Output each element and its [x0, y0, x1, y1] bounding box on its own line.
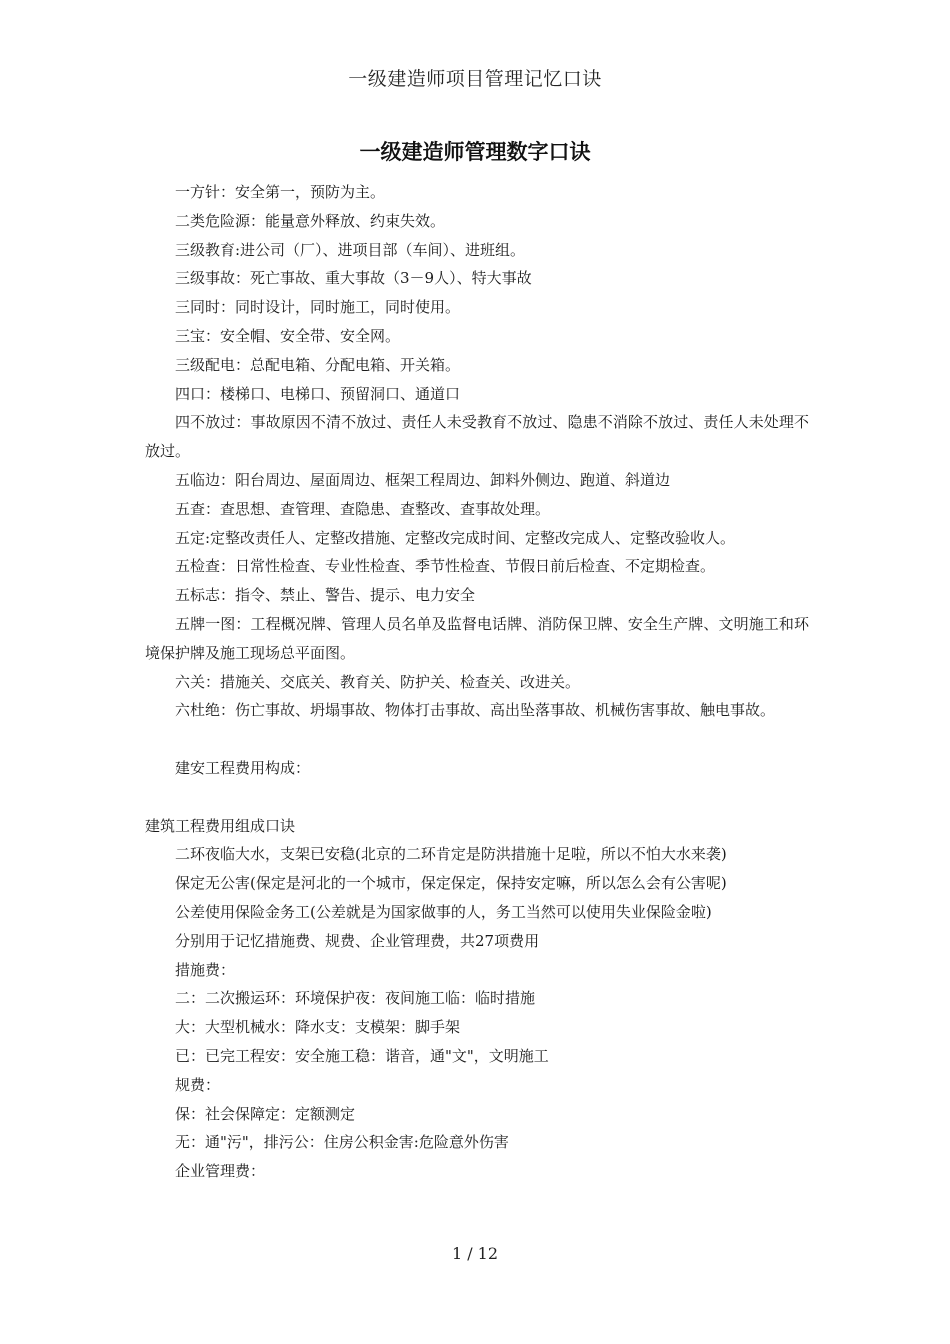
paragraph: 四口：楼梯口、电梯口、预留洞口、通道口: [175, 384, 461, 403]
paragraph: 一方针：安全第一，预防为主。: [175, 183, 386, 201]
paragraph: 三同时：同时设计，同时施工，同时使用。: [175, 298, 461, 317]
paragraph: 三级教育:进公司（厂）、进项目部（车间）、进班组。: [175, 240, 526, 259]
paragraph: 五定:定整改责任人、定整改措施、定整改完成时间、定整改完成人、定整改验收人。: [175, 528, 736, 547]
document-body: [145, 178, 809, 1186]
paragraph: 规费：: [175, 1075, 221, 1094]
paragraph: 二类危险源：能量意外释放、约束失效。: [175, 211, 446, 230]
paragraph: 二环夜临大水，支架已安稳(北京的二环肯定是防洪措施十足啦，所以不怕大水来袭): [175, 845, 727, 864]
paragraph: 六杜绝：伤亡事故、坍塌事故、物体打击事故、高出坠落事故、机械伤害事故、触电事故。: [175, 701, 776, 720]
paragraph: 五查：查思想、查管理、查隐患、查整改、查事故处理。: [175, 499, 551, 518]
paragraph: 企业管理费：: [175, 1162, 266, 1181]
paragraph: 五牌一图：工程概况牌、管理人员名单及监督电话牌、消防保卫牌、安全生产牌、文明施工和环境保护牌及施工现场总平面图。: [145, 614, 809, 662]
paragraph: 三级配电：总配电箱、分配电箱、开关箱。: [175, 355, 461, 374]
paragraph: 六关：措施关、交底关、教育关、防护关、检查关、改进关。: [175, 672, 581, 691]
paragraph: 分别用于记忆措施费、规费、企业管理费，共27项费用: [175, 931, 540, 950]
paragraph: 三级事故：死亡事故、重大事故（3－9人）、特大事故: [175, 269, 532, 288]
paragraph: 二：二次搬运环：环境保护夜：夜间施工临：临时措施: [175, 989, 536, 1008]
paragraph: 公差使用保险金务工(公差就是为国家做事的人，务工当然可以使用失业保险金啦): [175, 902, 712, 921]
document-title: 一级建造师管理数字口诀: [359, 140, 591, 164]
blank-line: [145, 725, 809, 754]
paragraph: 建安工程费用构成：: [175, 758, 311, 777]
paragraph: 无：通"污"，排污公：住房公积金害:危险意外伤害: [175, 1133, 509, 1152]
paragraph: 五标志：指令、禁止、警告、提示、电力安全: [175, 586, 476, 605]
page-number: 1 / 12: [451, 1244, 499, 1263]
paragraph: 三宝：安全帽、安全带、安全网。: [175, 326, 401, 345]
paragraph: 保定无公害(保定是河北的一个城市，保定保定，保持安定嘛，所以怎么会有公害呢): [175, 874, 727, 893]
paragraph: 措施费：: [175, 960, 236, 979]
paragraph: 五检查：日常性检查、专业性检查、季节性检查、节假日前后检查、不定期检查。: [175, 557, 716, 576]
page-header: 一级建造师项目管理记忆口诀: [348, 68, 602, 90]
paragraph: 大：大型机械水：降水支：支模架：脚手架: [175, 1018, 461, 1037]
blank-line: [145, 783, 809, 812]
paragraph: 保：社会保障定：定额测定: [175, 1104, 356, 1123]
paragraph: 已：已完工程安：安全施工稳：谐音，通"文"，文明施工: [175, 1046, 549, 1065]
paragraph: 建筑工程费用组成口诀: [145, 816, 296, 835]
paragraph: 五临边：阳台周边、屋面周边、框架工程周边、卸料外侧边、跑道、斜道边: [175, 470, 671, 489]
paragraph: 四不放过：事故原因不清不放过、责任人未受教育不放过、隐患不消除不放过、责任人未处理不放过。: [145, 413, 809, 461]
page-footer: [0, 1244, 950, 1263]
